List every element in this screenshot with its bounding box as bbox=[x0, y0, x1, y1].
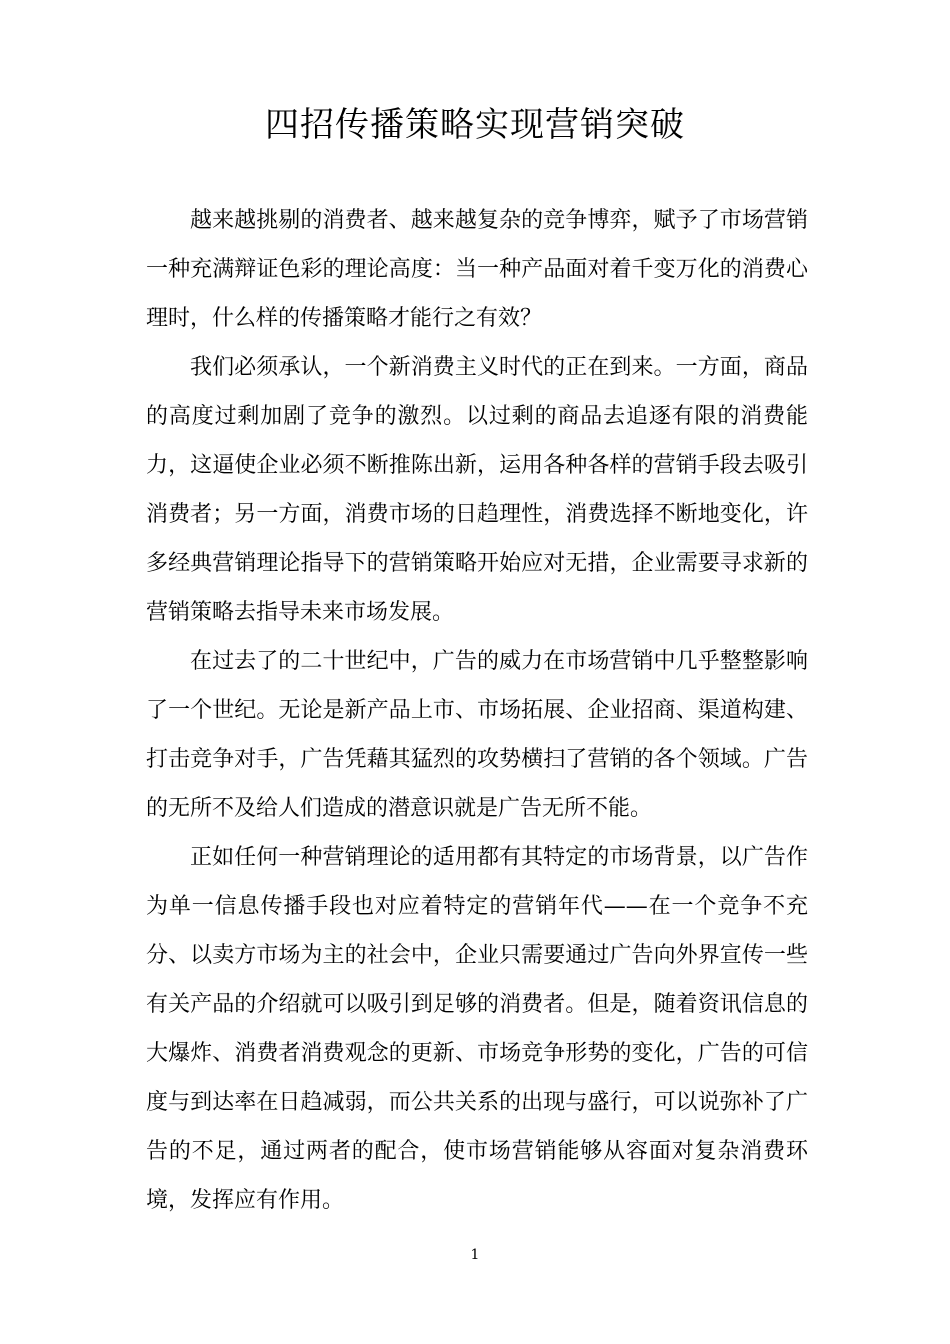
document-body bbox=[146, 196, 808, 1225]
paragraph: 越来越挑剔的消费者、越来越复杂的竞争博弈，赋予了市场营销一种充满辩证色彩的理论高度：当一种产品面对着千变万化的消费心理时，什么样的传播策略才能行之有效？ bbox=[146, 208, 808, 331]
paragraph: 正如任何一种营销理论的适用都有其特定的市场背景，以广告作为单一信息传播手段也对应着特定的营销年代——在一个竞争不充分、以卖方市场为主的社会中，企业只需要通过广告向外界宣传一些有关产品的介绍就可以吸引到足够的消费者。但是，随着资讯信息的大爆炸、消费者消费观念的更新、市场竞争形势的变化，广告的可信度与到达率在日趋减弱，而公共关系的出现与盛行，可以说弥补了广告的不足，通过两者的配合，使市场营销能够从容面对复杂消费环境，发挥应有作用。 bbox=[146, 845, 808, 1213]
paragraph: 在过去了的二十世纪中，广告的威力在市场营销中几乎整整影响了一个世纪。无论是新产品上市、市场拓展、企业招商、渠道构建、打击竞争对手，广告凭藉其猛烈的攻势横扫了营销的各个领域。广告的无所不及给人们造成的潜意识就是广告无所不能。 bbox=[146, 649, 808, 821]
document-title: 四招传播策略实现营销突破 bbox=[265, 105, 685, 145]
page-number: 1 bbox=[470, 1247, 480, 1263]
paragraph: 我们必须承认，一个新消费主义时代的正在到来。一方面，商品的高度过剩加剧了竞争的激烈。以过剩的商品去追逐有限的消费能力，这逼使企业必须不断推陈出新，运用各种各样的营销手段去吸引消费者；另一方面，消费市场的日趋理性，消费选择不断地变化，许多经典营销理论指导下的营销策略开始应对无措，企业需要寻求新的营销策略去指导未来市场发展。 bbox=[146, 355, 808, 625]
